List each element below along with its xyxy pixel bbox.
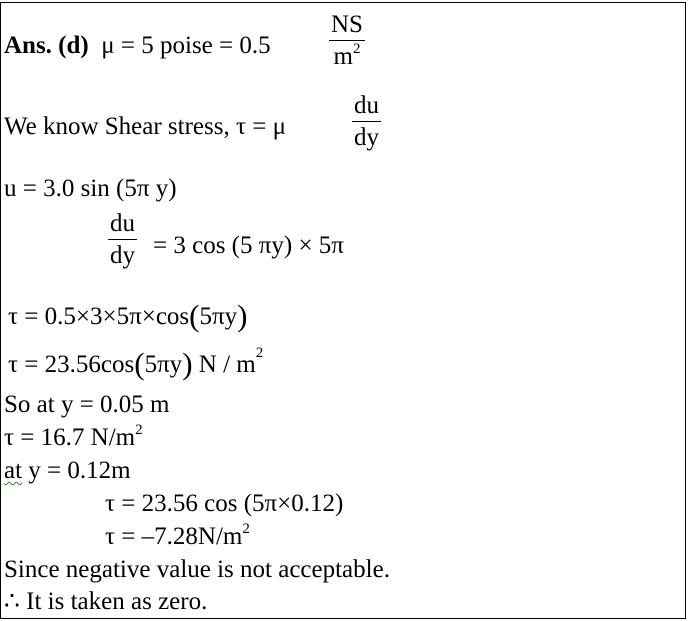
line-taken-as-zero: ∴ It is taken as zero. [4,588,208,615]
line-at-y-005: So at y = 0.05 m [4,391,170,418]
shear-derivative-numerator: du [354,92,379,119]
line-shear-stress-law [4,114,286,139]
line-velocity-gradient: = 3 cos (5 πy) × 5π [153,232,344,259]
line-at-y-012: at y = 0.12m [4,457,131,484]
line-negative-not-acceptable: Since negative value is not acceptable. [4,556,390,583]
line-shear-substitution: τ = 0.5×3×5π×cos(5πy) [8,298,248,333]
velocity-gradient-fraction [108,211,137,268]
viscosity-unit-numerator: NS [331,11,363,38]
line-tau-negative: $\tau = -7.28N/m^2$ [105,521,250,550]
viscosity-equation: μ = 5 poise = 0.5 [101,32,271,59]
answer-label: Ans. (d) [4,32,89,59]
line-velocity-profile: u = 3.0 sin (5π y) [4,175,177,202]
line-answer [4,33,271,58]
shear-derivative-fraction [352,93,381,150]
velocity-gradient-denominator: dy [110,242,135,269]
velocity-gradient-numerator: du [110,210,135,237]
line-tau-substitution-012: τ = 23.56 cos (5π×0.12) [105,490,344,517]
shear-stress-text: We know Shear stress, τ = μ [4,113,287,140]
shear-derivative-denominator: dy [354,124,379,151]
viscosity-unit-fraction [329,12,365,69]
line-shear-result: τ = 23.56cos(5πy) N / $m^2$ [8,345,264,381]
viscosity-unit-denominator: $m^2$ [333,41,361,70]
line-tau-16-7: τ = 16.7 $N/m^2$ [4,422,143,451]
